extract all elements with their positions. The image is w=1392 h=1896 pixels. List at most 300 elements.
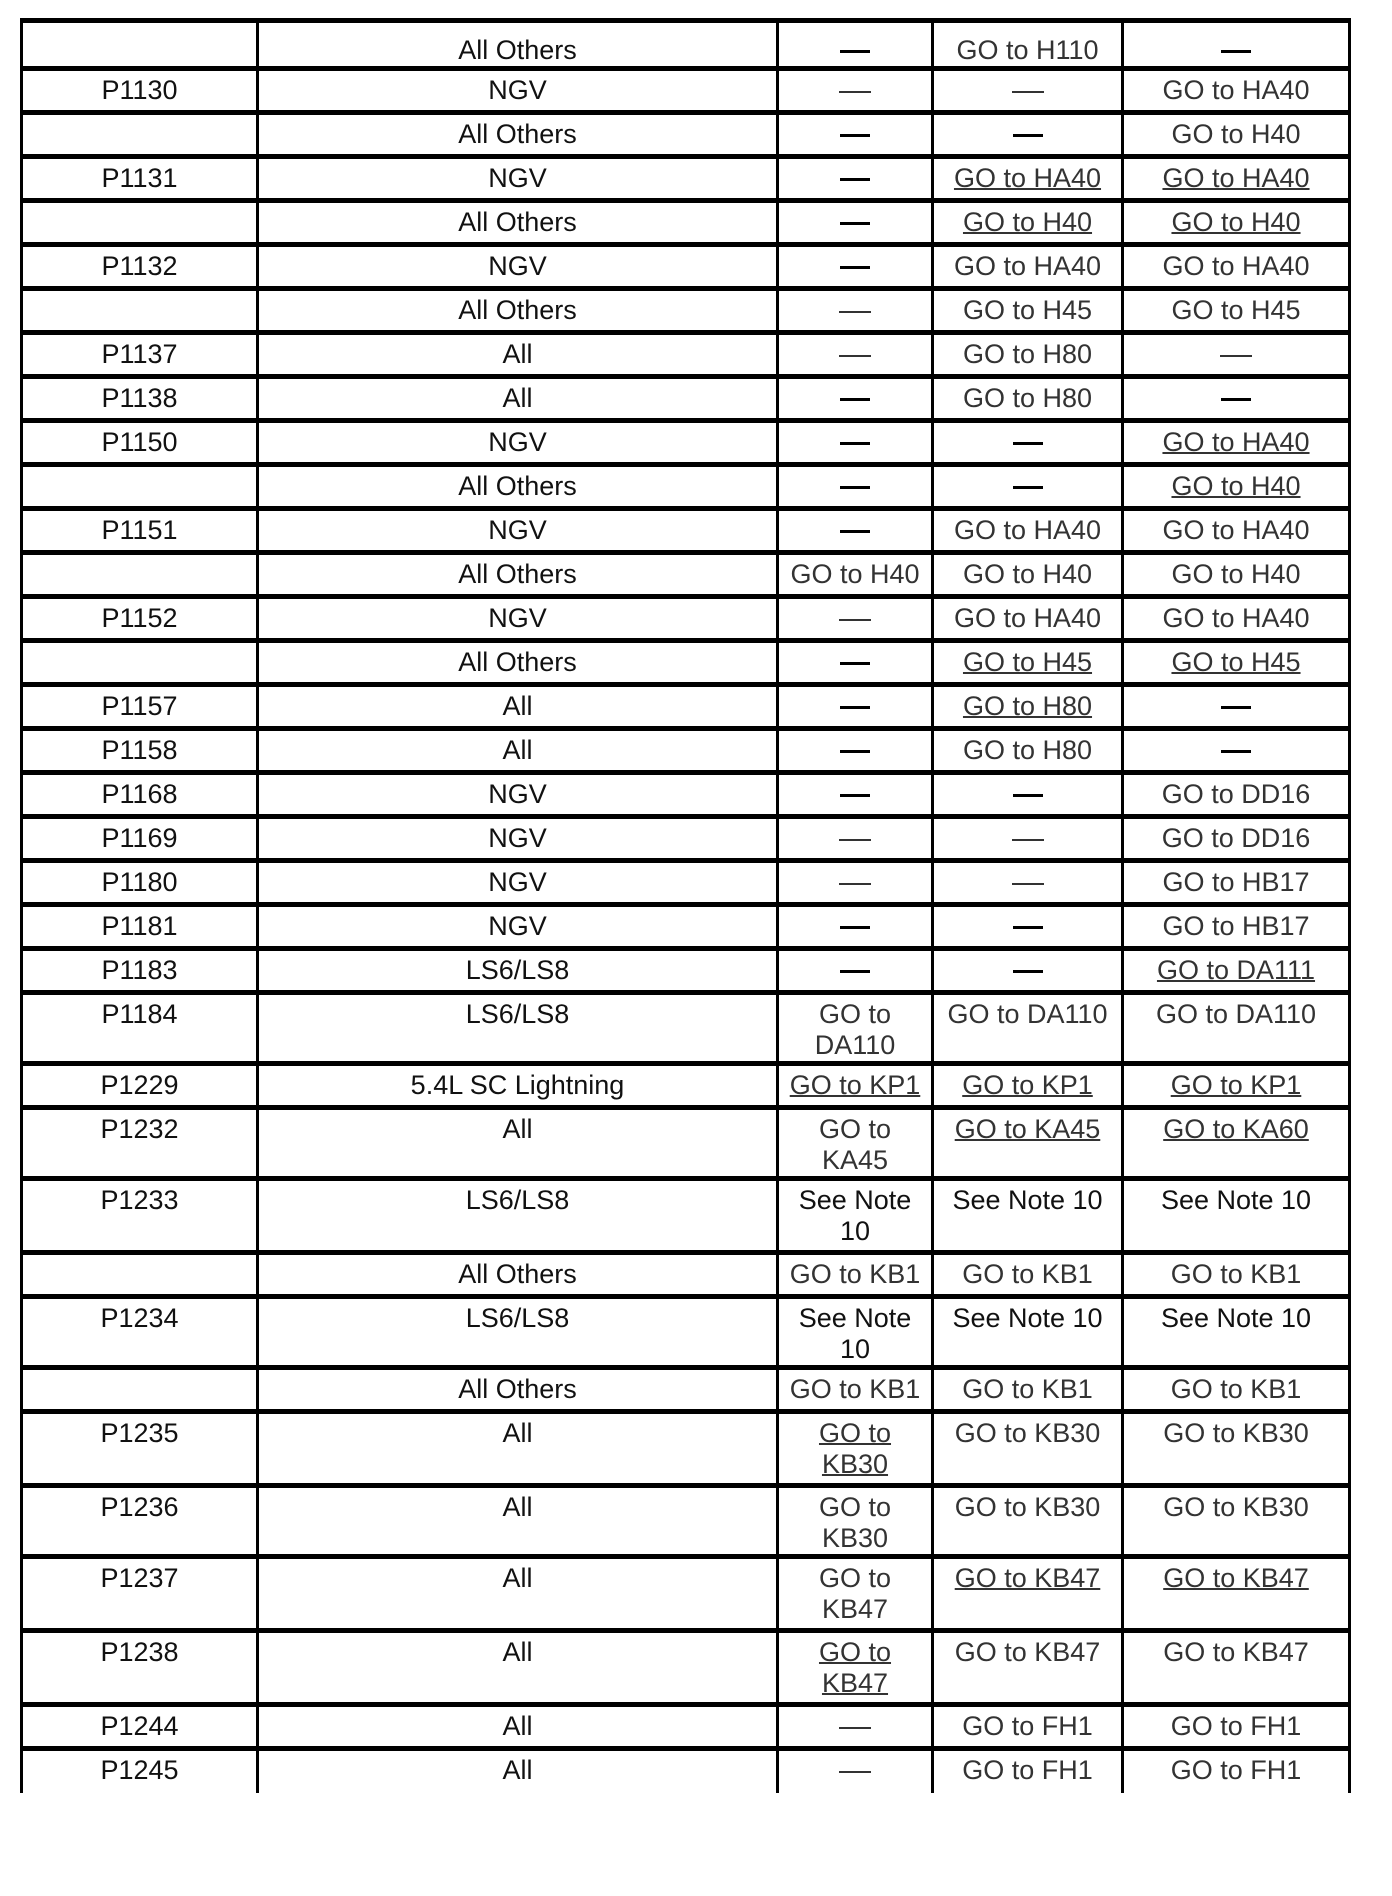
table-row — [22, 817, 1350, 861]
dtc-code-text: P1151 — [101, 515, 178, 545]
action-cell-col2 — [933, 949, 1123, 993]
goto-reference-link[interactable]: GO to DA110 — [1155, 999, 1317, 1029]
goto-reference-link[interactable]: GO to HA40 — [1162, 515, 1310, 545]
table-row — [22, 685, 1350, 729]
action-cell-col1 — [778, 157, 933, 201]
cell-text: All Others — [458, 647, 577, 677]
action-cell-col3 — [1123, 597, 1350, 641]
action-cell-col1 — [778, 113, 933, 157]
action-cell-col3 — [1123, 509, 1350, 553]
dtc-code-cell — [22, 201, 258, 245]
row-group — [22, 1412, 1350, 1557]
action-cell-col1 — [778, 1108, 933, 1179]
application-cell — [258, 333, 778, 377]
row-group — [22, 729, 1350, 773]
goto-reference-link[interactable]: GO to FH1 — [962, 1711, 1093, 1741]
dtc-code-cell — [22, 333, 258, 377]
goto-reference-link[interactable]: GO to HA40 — [953, 603, 1102, 633]
dtc-code-text: P1234 — [100, 1303, 179, 1333]
dtc-code-cell — [22, 1179, 258, 1253]
goto-reference-link[interactable]: GO to KB1 — [1170, 1259, 1302, 1289]
goto-reference-link[interactable]: GO to DD16 — [1161, 779, 1311, 809]
dtc-code-text: P1181 — [101, 911, 178, 941]
goto-reference-link[interactable]: GO to H40 — [1171, 559, 1301, 589]
goto-reference-link[interactable]: GO to KB47 — [1163, 1637, 1309, 1667]
application-cell — [258, 1297, 778, 1368]
action-cell-col1 — [778, 905, 933, 949]
row-group — [22, 1557, 1350, 1793]
dtc-code-text: P1138 — [101, 383, 178, 413]
application-cell — [258, 1253, 778, 1297]
cell-text: NGV — [488, 251, 547, 281]
action-cell-col3 — [1123, 333, 1350, 377]
dtc-code-cell — [22, 597, 258, 641]
dtc-code-cell — [22, 1631, 258, 1705]
dtc-code-cell — [22, 861, 258, 905]
action-cell-col2 — [933, 1179, 1123, 1253]
action-cell-col2 — [933, 465, 1123, 509]
application-cell — [258, 1557, 778, 1631]
table-row — [22, 69, 1350, 113]
em-dash — [1013, 926, 1043, 929]
goto-reference-link[interactable]: GO to HA40 — [1162, 251, 1310, 281]
application-cell — [258, 1631, 778, 1705]
dtc-code-cell — [22, 1064, 258, 1108]
action-cell-col2 — [933, 1064, 1123, 1108]
goto-reference-link[interactable]: GO to H40 — [962, 559, 1093, 589]
table-row — [22, 905, 1350, 949]
goto-reference-link[interactable]: GO to KP1 — [1170, 1070, 1302, 1100]
goto-reference-link[interactable]: GO to H80 — [962, 383, 1093, 413]
dtc-code-text: P1233 — [100, 1185, 179, 1215]
action-cell-col3 — [1123, 949, 1350, 993]
action-cell-col3 — [1123, 421, 1350, 465]
goto-reference-link[interactable]: GO to DD16 — [1161, 823, 1311, 853]
em-dash — [840, 794, 870, 797]
cell-text: LS6/LS8 — [465, 1303, 570, 1333]
action-cell-col3 — [1123, 729, 1350, 773]
cell-text: NGV — [488, 427, 547, 457]
action-cell-col2 — [933, 289, 1123, 333]
row-group — [22, 1179, 1350, 1412]
cell-text: NGV — [488, 163, 547, 193]
goto-reference-link[interactable]: GO to H80 — [962, 691, 1093, 721]
em-dash — [840, 706, 870, 709]
table-row — [22, 1368, 1350, 1412]
goto-reference-link[interactable]: GO to KP1 — [962, 1070, 1093, 1100]
goto-reference-link[interactable]: GO to KB47 — [818, 1563, 892, 1624]
dtc-code-text: P1169 — [101, 823, 178, 853]
cell-text: See Note 10 — [1160, 1185, 1312, 1215]
dtc-code-cell — [22, 377, 258, 421]
action-cell-col2 — [933, 685, 1123, 729]
em-dash — [840, 970, 870, 973]
dtc-code-cell — [22, 1486, 258, 1557]
action-cell-col2 — [933, 1108, 1123, 1179]
action-cell-col3 — [1123, 861, 1350, 905]
dtc-code-text: P1168 — [101, 779, 178, 809]
dtc-reference-table — [20, 18, 1351, 1793]
action-cell-col1 — [778, 1064, 933, 1108]
row-group — [22, 817, 1350, 861]
action-cell-col3 — [1123, 641, 1350, 685]
goto-reference-link[interactable]: GO to DA110 — [814, 999, 896, 1060]
action-cell-col1 — [778, 773, 933, 817]
goto-reference-link[interactable]: GO to KB1 — [962, 1374, 1093, 1404]
goto-reference-link[interactable]: GO to HA40 — [1162, 603, 1310, 633]
row-group — [22, 861, 1350, 905]
dtc-code-text: P1137 — [101, 339, 178, 369]
table-row — [22, 553, 1350, 597]
dtc-code-cell — [22, 949, 258, 993]
action-cell-col2 — [933, 1705, 1123, 1749]
table-row — [22, 1631, 1350, 1705]
row-group — [22, 245, 1350, 333]
action-cell-col3 — [1123, 1412, 1350, 1486]
cell-text: All — [502, 1418, 533, 1448]
goto-reference-link[interactable]: GO to H40 — [962, 207, 1093, 237]
action-cell-col2 — [933, 993, 1123, 1064]
action-cell-col3 — [1123, 1557, 1350, 1631]
goto-reference-link[interactable]: GO to DA111 — [1156, 955, 1316, 985]
cell-text: All Others — [458, 1259, 577, 1289]
action-cell-col2 — [933, 509, 1123, 553]
application-cell — [258, 509, 778, 553]
goto-reference-link[interactable]: GO to FH1 — [962, 1755, 1093, 1785]
action-cell-col1 — [778, 1705, 933, 1749]
goto-reference-link[interactable]: GO to KB30 — [1163, 1492, 1309, 1522]
cell-text: All — [502, 1637, 533, 1667]
action-cell-col2 — [933, 1253, 1123, 1297]
table-row — [22, 377, 1350, 421]
cell-text: NGV — [488, 823, 547, 853]
goto-reference-link[interactable]: GO to H45 — [1171, 295, 1301, 325]
dtc-code-cell — [22, 1705, 258, 1749]
goto-reference-link[interactable]: GO to KP1 — [789, 1070, 921, 1100]
cell-text: See Note 10 — [798, 1303, 912, 1364]
application-cell — [258, 113, 778, 157]
dtc-code-cell — [22, 1253, 258, 1297]
goto-reference-link[interactable]: GO to KB47 — [1163, 1563, 1309, 1593]
action-cell-col1 — [778, 1412, 933, 1486]
dtc-code-text: P1232 — [100, 1114, 179, 1144]
action-cell-col3 — [1123, 113, 1350, 157]
row-group — [22, 905, 1350, 1108]
cell-text: See Note 10 — [952, 1185, 1103, 1215]
dtc-code-text: P1237 — [100, 1563, 179, 1593]
em-dash — [1012, 883, 1044, 885]
cell-text: All — [502, 735, 533, 765]
table-row — [22, 465, 1350, 509]
cell-text: All — [502, 1563, 533, 1593]
cell-text: See Note 10 — [952, 1303, 1103, 1333]
action-cell-col1 — [778, 201, 933, 245]
action-cell-col1 — [778, 641, 933, 685]
goto-reference-link[interactable]: GO to H80 — [962, 735, 1093, 765]
em-dash — [839, 1771, 871, 1773]
dtc-code-cell — [22, 773, 258, 817]
table-row — [22, 641, 1350, 685]
goto-reference-link[interactable]: GO to KB47 — [818, 1637, 892, 1698]
goto-reference-link[interactable]: GO to KA45 — [818, 1114, 892, 1175]
em-dash — [1013, 486, 1043, 489]
goto-reference-link[interactable]: GO to KA60 — [1163, 1114, 1309, 1144]
em-dash — [1013, 442, 1043, 445]
em-dash — [840, 750, 870, 753]
action-cell-col3 — [1123, 1179, 1350, 1253]
em-dash — [1220, 355, 1252, 357]
action-cell-col2 — [933, 817, 1123, 861]
em-dash — [840, 442, 870, 445]
table-row — [22, 157, 1350, 201]
action-cell-col1 — [778, 509, 933, 553]
table-row — [22, 861, 1350, 905]
em-dash — [840, 530, 870, 533]
cell-text: All — [502, 1711, 533, 1741]
goto-reference-link[interactable]: GO to HA40 — [953, 163, 1102, 193]
dtc-code-cell — [22, 465, 258, 509]
action-cell-col2 — [933, 421, 1123, 465]
action-cell-col3 — [1123, 69, 1350, 113]
row-group — [22, 333, 1350, 377]
goto-reference-link[interactable]: GO to H45 — [962, 295, 1093, 325]
row-group — [22, 157, 1350, 245]
goto-reference-link[interactable]: GO to KB47 — [954, 1563, 1101, 1593]
action-cell-col1 — [778, 553, 933, 597]
goto-reference-link[interactable]: GO to KB47 — [954, 1637, 1101, 1667]
dtc-code-text: P1184 — [101, 999, 178, 1029]
cell-text: All Others — [458, 559, 577, 589]
application-cell — [258, 421, 778, 465]
dtc-code-cell — [22, 421, 258, 465]
table-row — [22, 993, 1350, 1064]
dtc-code-text: P1131 — [101, 163, 178, 193]
application-cell — [258, 1705, 778, 1749]
em-dash — [1221, 398, 1251, 401]
action-cell-col2 — [933, 1412, 1123, 1486]
dtc-code-cell — [22, 685, 258, 729]
action-cell-col3 — [1123, 1631, 1350, 1705]
table-row — [22, 289, 1350, 333]
application-cell — [258, 1412, 778, 1486]
dtc-code-cell — [22, 21, 258, 69]
goto-reference-link[interactable]: GO to H40 — [790, 559, 920, 589]
table-row — [22, 773, 1350, 817]
application-cell — [258, 201, 778, 245]
table-row — [22, 509, 1350, 553]
application-cell — [258, 1749, 778, 1793]
dtc-code-cell — [22, 157, 258, 201]
dtc-code-text: P1244 — [100, 1711, 179, 1741]
goto-reference-link[interactable]: GO to HA40 — [953, 251, 1102, 281]
dtc-code-cell — [22, 905, 258, 949]
action-cell-col2 — [933, 597, 1123, 641]
goto-reference-link[interactable]: GO to KB30 — [954, 1418, 1101, 1448]
action-cell-col2 — [933, 773, 1123, 817]
table-row — [22, 21, 1350, 69]
table-row — [22, 1108, 1350, 1179]
goto-reference-link[interactable]: GO to HA40 — [1162, 427, 1310, 457]
action-cell-col1 — [778, 333, 933, 377]
goto-reference-link[interactable]: GO to DA110 — [947, 999, 1108, 1029]
action-cell-col3 — [1123, 1368, 1350, 1412]
dtc-code-cell — [22, 553, 258, 597]
dtc-code-cell — [22, 69, 258, 113]
action-cell-col1 — [778, 861, 933, 905]
em-dash — [1013, 970, 1043, 973]
dtc-code-text: P1238 — [100, 1637, 179, 1667]
application-cell — [258, 1368, 778, 1412]
action-cell-col1 — [778, 597, 933, 641]
dtc-code-cell — [22, 1412, 258, 1486]
goto-reference-link[interactable]: GO to H110 — [956, 35, 1099, 65]
goto-reference-link[interactable]: GO to KB1 — [789, 1259, 921, 1289]
application-cell — [258, 157, 778, 201]
cell-text: All — [502, 1755, 533, 1785]
action-cell-col2 — [933, 1557, 1123, 1631]
table-row — [22, 1705, 1350, 1749]
application-cell — [258, 729, 778, 773]
goto-reference-link[interactable]: GO to H45 — [1171, 647, 1301, 677]
table-row — [22, 245, 1350, 289]
application-cell — [258, 817, 778, 861]
goto-reference-link[interactable]: GO to H80 — [962, 339, 1093, 369]
row-group — [22, 597, 1350, 685]
action-cell-col1 — [778, 993, 933, 1064]
action-cell-col2 — [933, 21, 1123, 69]
cell-text: See Note 10 — [1160, 1303, 1312, 1333]
dtc-code-text: P1157 — [101, 691, 178, 721]
goto-reference-link[interactable]: GO to FH1 — [1170, 1755, 1302, 1785]
row-group — [22, 21, 1350, 69]
action-cell-col1 — [778, 1368, 933, 1412]
action-cell-col1 — [778, 1557, 933, 1631]
dtc-code-text: P1245 — [100, 1755, 179, 1785]
action-cell-col2 — [933, 729, 1123, 773]
application-cell — [258, 289, 778, 333]
table-row — [22, 1486, 1350, 1557]
application-cell — [258, 597, 778, 641]
em-dash — [1013, 134, 1043, 137]
em-dash — [1221, 50, 1251, 53]
goto-reference-link[interactable]: GO to HA40 — [1162, 75, 1310, 105]
table-row — [22, 1297, 1350, 1368]
cell-text: All Others — [458, 119, 577, 149]
em-dash — [1221, 750, 1251, 753]
application-cell — [258, 905, 778, 949]
goto-reference-link[interactable]: GO to KB30 — [818, 1492, 892, 1553]
goto-reference-link[interactable]: GO to KB30 — [818, 1418, 892, 1479]
action-cell-col1 — [778, 69, 933, 113]
action-cell-col2 — [933, 1486, 1123, 1557]
cell-text: All Others — [458, 1374, 577, 1404]
goto-reference-link[interactable]: GO to KA45 — [954, 1114, 1101, 1144]
action-cell-col3 — [1123, 377, 1350, 421]
goto-reference-link[interactable]: GO to KB1 — [1170, 1374, 1302, 1404]
goto-reference-link[interactable]: GO to KB1 — [789, 1374, 921, 1404]
em-dash — [840, 486, 870, 489]
row-group — [22, 685, 1350, 729]
goto-reference-link[interactable]: GO to KB30 — [1163, 1418, 1309, 1448]
goto-reference-link[interactable]: GO to H45 — [962, 647, 1093, 677]
goto-reference-link[interactable]: GO to H40 — [1171, 471, 1301, 501]
application-cell — [258, 69, 778, 113]
cell-text: All Others — [458, 471, 577, 501]
table-row — [22, 1179, 1350, 1253]
dtc-code-cell — [22, 641, 258, 685]
application-cell — [258, 1108, 778, 1179]
dtc-code-text: P1132 — [101, 251, 178, 281]
action-cell-col2 — [933, 1749, 1123, 1793]
em-dash — [840, 50, 870, 53]
action-cell-col3 — [1123, 773, 1350, 817]
dtc-code-cell — [22, 113, 258, 157]
goto-reference-link[interactable]: GO to HB17 — [1162, 911, 1310, 941]
action-cell-col3 — [1123, 817, 1350, 861]
table-row — [22, 1412, 1350, 1486]
action-cell-col1 — [778, 817, 933, 861]
action-cell-col3 — [1123, 1705, 1350, 1749]
application-cell — [258, 1486, 778, 1557]
action-cell-col3 — [1123, 1486, 1350, 1557]
action-cell-col3 — [1123, 905, 1350, 949]
action-cell-col3 — [1123, 1749, 1350, 1793]
action-cell-col3 — [1123, 21, 1350, 69]
action-cell-col3 — [1123, 1253, 1350, 1297]
em-dash — [839, 91, 871, 93]
goto-reference-link[interactable]: GO to KB1 — [962, 1259, 1093, 1289]
cell-text: See Note 10 — [798, 1185, 912, 1246]
application-cell — [258, 377, 778, 421]
goto-reference-link[interactable]: GO to HA40 — [953, 515, 1102, 545]
table-row — [22, 1253, 1350, 1297]
cell-text: LS6/LS8 — [465, 1185, 570, 1215]
action-cell-col1 — [778, 1179, 933, 1253]
application-cell — [258, 685, 778, 729]
goto-reference-link[interactable]: GO to HA40 — [1162, 163, 1310, 193]
row-group — [22, 773, 1350, 817]
action-cell-col3 — [1123, 465, 1350, 509]
goto-reference-link[interactable]: GO to KB30 — [954, 1492, 1101, 1522]
action-cell-col2 — [933, 113, 1123, 157]
application-cell — [258, 21, 778, 69]
application-cell — [258, 861, 778, 905]
goto-reference-link[interactable]: GO to H40 — [1171, 119, 1301, 149]
goto-reference-link[interactable]: GO to HB17 — [1162, 867, 1310, 897]
action-cell-col1 — [778, 1631, 933, 1705]
table-row — [22, 729, 1350, 773]
action-cell-col3 — [1123, 553, 1350, 597]
action-cell-col1 — [778, 377, 933, 421]
action-cell-col2 — [933, 553, 1123, 597]
em-dash — [840, 134, 870, 137]
cell-text: LS6/LS8 — [465, 955, 570, 985]
action-cell-col1 — [778, 1253, 933, 1297]
goto-reference-link[interactable]: GO to FH1 — [1170, 1711, 1302, 1741]
em-dash — [840, 266, 870, 269]
cell-text: NGV — [488, 779, 547, 809]
em-dash — [840, 662, 870, 665]
em-dash — [839, 619, 871, 621]
action-cell-col3 — [1123, 993, 1350, 1064]
cell-text: All — [502, 383, 533, 413]
dtc-code-cell — [22, 1749, 258, 1793]
goto-reference-link[interactable]: GO to H40 — [1171, 207, 1301, 237]
cell-text: All — [502, 1492, 533, 1522]
table-row — [22, 201, 1350, 245]
action-cell-col2 — [933, 1368, 1123, 1412]
action-cell-col1 — [778, 289, 933, 333]
